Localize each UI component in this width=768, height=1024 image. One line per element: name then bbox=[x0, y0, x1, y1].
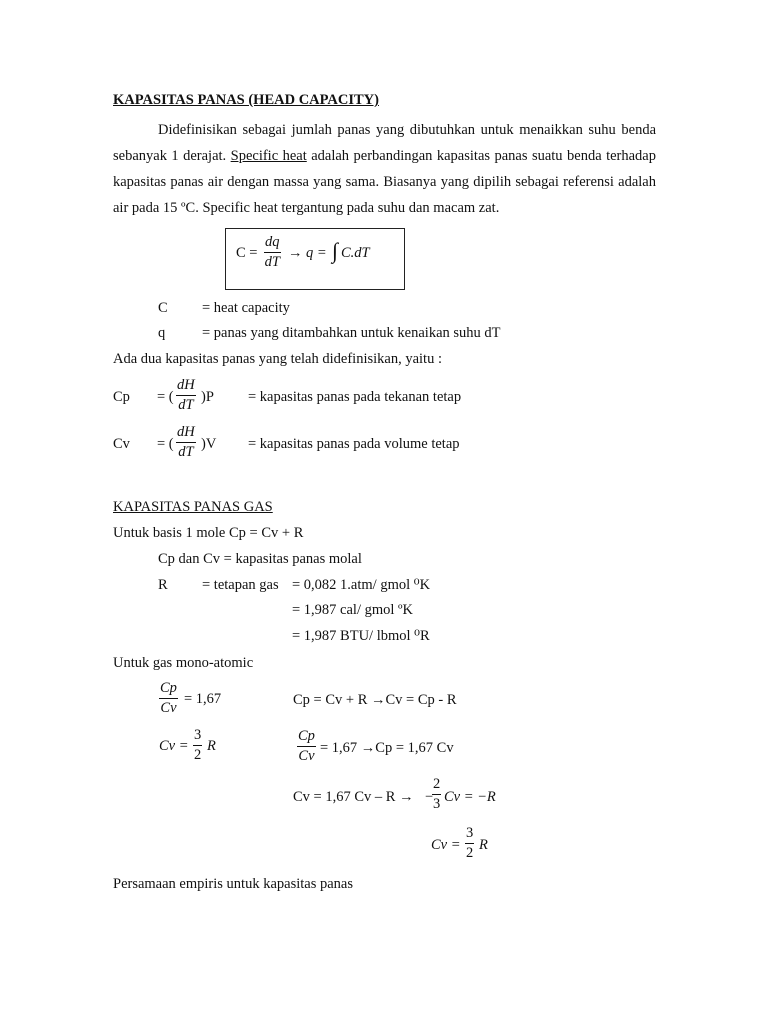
cv32-numerator: 3 bbox=[193, 728, 202, 746]
empirical-equation-line: Persamaan empiris untuk kapasitas panas bbox=[113, 876, 353, 892]
def-desc-q: = panas yang ditambahkan untuk kenaikan suhu dT bbox=[202, 325, 501, 341]
cv32-denominator: 2 bbox=[194, 746, 202, 763]
step-denominator: 3 bbox=[433, 795, 441, 812]
step-fraction bbox=[432, 777, 441, 811]
cv32-rhs: R bbox=[207, 738, 216, 754]
intro-paragraph bbox=[113, 117, 656, 221]
ratio2-numerator: Cp bbox=[297, 729, 316, 747]
paragraph-text-1: Didefinisikan sebagai jumlah panas yang dibutuhkan untuk menaikkan suhu benda sebanyak 1 derajat. bbox=[113, 122, 656, 164]
formula-numerator: dq bbox=[264, 235, 281, 253]
r-label: = tetapan gas bbox=[202, 577, 279, 593]
formula-rhs: C.dT bbox=[341, 245, 370, 261]
paragraph-text-2: adalah perbandingan kapasitas panas suatu benda terhadap kapasitas panas air dengan massa yang sama. Biasanya yang dipilih sebagai referensi adalah air pada 15 ºC. Specific heat tergantung pada suhu dan macam zat. bbox=[113, 148, 656, 216]
cp-denominator: dT bbox=[178, 396, 194, 413]
r-value-3: = 1,987 BTU/ lbmol ⁰R bbox=[292, 628, 430, 644]
basis-line: Untuk basis 1 mole Cp = Cv + R bbox=[113, 525, 304, 541]
integral-symbol: ∫ bbox=[332, 238, 339, 263]
cp-symbol: Cp bbox=[113, 389, 130, 405]
cv-numerator: dH bbox=[176, 425, 196, 443]
formula-fraction bbox=[264, 235, 281, 269]
formula-lhs: C = bbox=[236, 245, 258, 261]
ratio-numerator: Cp bbox=[159, 681, 178, 699]
ratio-denominator: Cv bbox=[160, 699, 177, 716]
formula-box bbox=[225, 228, 405, 290]
ratio-fraction bbox=[159, 681, 178, 715]
cp-eq-open: = ( bbox=[157, 389, 174, 405]
final-rhs: R bbox=[479, 837, 488, 853]
def-desc-c: = heat capacity bbox=[202, 300, 290, 316]
cv-symbol: Cv bbox=[113, 436, 130, 452]
def-symbol-c: C bbox=[158, 300, 168, 316]
final-denominator: 2 bbox=[466, 844, 474, 861]
formula-denominator: dT bbox=[264, 253, 280, 270]
cp-cv-relation: Cp = Cv + R →Cv = Cp - R bbox=[293, 692, 457, 708]
cv-denominator: dT bbox=[178, 443, 194, 460]
r-symbol: R bbox=[158, 577, 168, 593]
ratio2-denominator: Cv bbox=[298, 747, 315, 764]
r-value-2: = 1,987 cal/ gmol ºK bbox=[292, 602, 414, 618]
cv32-fraction bbox=[193, 728, 202, 762]
ratio2-fraction bbox=[297, 729, 316, 763]
step-numerator: 2 bbox=[432, 777, 441, 795]
cp-desc: = kapasitas panas pada tekanan tetap bbox=[248, 389, 462, 405]
specific-heat-term: Specific heat bbox=[230, 148, 307, 164]
step-minus: − bbox=[424, 789, 434, 805]
r-value-1: = 0,082 1.atm/ gmol ⁰K bbox=[292, 577, 431, 593]
cv-close: )V bbox=[201, 436, 217, 452]
step-rhs: Cv = −R bbox=[444, 789, 496, 805]
cp-fraction bbox=[176, 378, 196, 412]
step-lhs: Cv = 1,67 Cv – R → bbox=[293, 789, 414, 805]
ratio2-value: = 1,67 →Cp = 1,67 Cv bbox=[320, 740, 454, 756]
formula-q-eq: q = bbox=[306, 245, 327, 261]
section-heading-gas: KAPASITAS PANAS GAS bbox=[113, 499, 273, 515]
final-fraction bbox=[465, 826, 474, 860]
def-symbol-q: q bbox=[158, 325, 166, 341]
cv-fraction bbox=[176, 425, 196, 459]
ratio-value: = 1,67 bbox=[184, 691, 222, 707]
two-capacities-intro: Ada dua kapasitas panas yang telah didefinisikan, yaitu : bbox=[113, 351, 442, 367]
final-lhs: Cv = bbox=[431, 837, 461, 853]
mono-atomic-heading: Untuk gas mono-atomic bbox=[113, 655, 254, 671]
cp-close: )P bbox=[201, 389, 214, 405]
cv32-lhs: Cv = bbox=[159, 738, 189, 754]
arrow-symbol: → bbox=[288, 245, 303, 261]
cv-eq-open: = ( bbox=[157, 436, 174, 452]
cv-desc: = kapasitas panas pada volume tetap bbox=[248, 436, 460, 452]
section-heading-heat-capacity: KAPASITAS PANAS (HEAD CAPACITY) bbox=[113, 92, 379, 108]
molal-line: Cp dan Cv = kapasitas panas molal bbox=[158, 551, 362, 567]
cp-numerator: dH bbox=[176, 378, 196, 396]
final-numerator: 3 bbox=[465, 826, 474, 844]
